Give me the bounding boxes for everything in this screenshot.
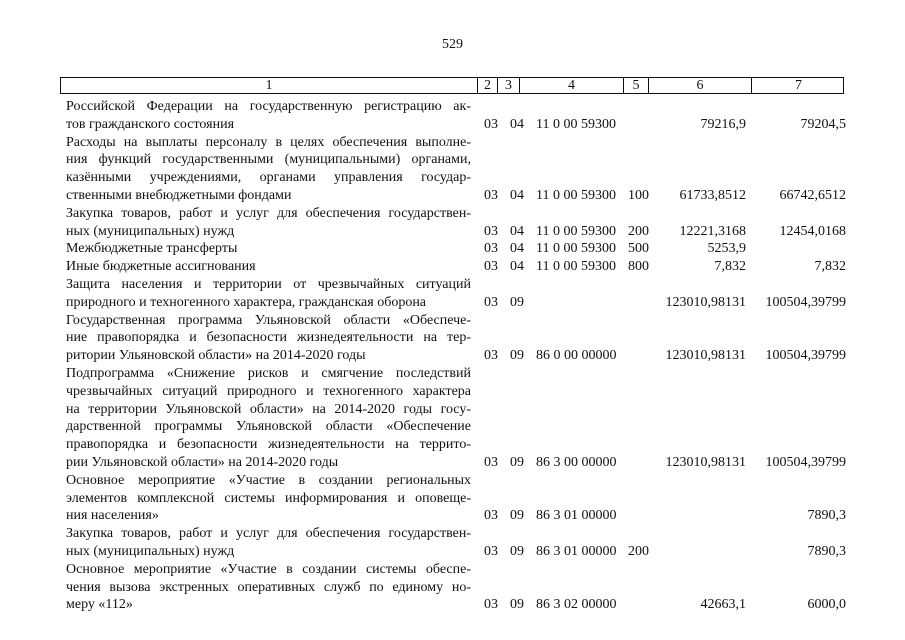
row-name: [66, 205, 471, 241]
row-name: [66, 561, 471, 614]
header-col-7: 7: [795, 78, 802, 93]
cell-c6: 42663,1: [700, 597, 746, 613]
row-name-line: ние правопорядка и безопасности жизнедеятельности на тер-: [66, 330, 471, 346]
cell-c4: 11 0 00 59300: [536, 187, 616, 203]
cell-c4: 11 0 00 59300: [536, 241, 616, 257]
table-row: [0, 205, 905, 241]
cell-c6: 123010,98131: [665, 294, 746, 310]
row-name-line: тов гражданского состояния: [66, 116, 235, 132]
cell-c7: 12454,0168: [779, 223, 846, 239]
cell-c2: 03: [484, 241, 498, 257]
cell-c5: 500: [628, 241, 649, 257]
table-row: [0, 472, 905, 525]
cell-c2: 03: [484, 116, 498, 132]
row-name: [66, 276, 471, 312]
row-name-line: чения вызова экстренных оперативных служб по единому но-: [66, 579, 471, 595]
cell-c6: 123010,98131: [665, 348, 746, 364]
row-name-line: казёнными учреждениями, органами управления государ-: [66, 170, 471, 186]
cell-c3: 04: [510, 116, 524, 132]
row-name-line: чрезвычайных ситуаций природного и техногенного характера: [66, 383, 471, 399]
row-name: [66, 98, 471, 134]
row-name-line: Закупка товаров, работ и услуг для обеспечения государствен-: [66, 526, 471, 542]
row-name-line: на территории Ульяновской области» на 2014-2020 годы госу-: [66, 401, 471, 417]
row-name-line: Российской Федерации на государственную регистрацию ак-: [66, 99, 471, 114]
table-row: [0, 312, 905, 365]
row-name: [66, 525, 471, 561]
cell-c2: 03: [484, 294, 498, 310]
row-name-line: правопорядка и безопасности жизнедеятельности на террито-: [66, 437, 471, 453]
cell-c4: 86 3 02 00000: [536, 597, 617, 613]
cell-c3: 09: [510, 294, 524, 310]
row-name: [66, 472, 471, 525]
cell-c7: 79204,5: [800, 116, 846, 132]
row-name-line: Межбюджетные трансферты: [66, 241, 238, 257]
cell-c7: 7890,3: [807, 508, 846, 524]
cell-c3: 09: [510, 455, 524, 470]
cell-c4: 11 0 00 59300: [536, 116, 616, 132]
row-name-line: ственными внебюджетными фондами: [66, 187, 292, 203]
cell-c4: 11 0 00 59300: [536, 223, 616, 239]
cell-c7: 100504,39799: [765, 294, 846, 310]
cell-c7: 100504,39799: [765, 455, 846, 470]
header-col-3: 3: [498, 78, 520, 93]
row-name-line: Основное мероприятие «Участие в создании системы обеспе-: [66, 561, 471, 577]
row-name-line: элементов комплексной системы информирования и оповеще-: [66, 490, 471, 506]
cell-c4: 86 0 00 00000: [536, 348, 617, 364]
cell-c7: 66742,6512: [779, 187, 846, 203]
cell-c6: 7,832: [714, 259, 746, 275]
cell-c3: 04: [510, 259, 524, 275]
cell-c4: 86 3 01 00000: [536, 543, 617, 559]
table-row: [0, 240, 905, 258]
cell-c3: 04: [510, 241, 524, 257]
row-name-line: ния функций государственными (муниципальными) органами,: [66, 152, 471, 168]
cell-c2: 03: [484, 455, 498, 470]
cell-c5: 200: [628, 223, 649, 239]
row-name-line: дарственной программы Ульяновской области «Обеспечение: [66, 419, 471, 435]
row-name: [66, 134, 471, 205]
cell-c2: 03: [484, 348, 498, 364]
row-name: [66, 240, 471, 258]
cell-c7: 7890,3: [807, 543, 846, 559]
row-name-line: Расходы на выплаты персоналу в целях обеспечения выполне-: [66, 134, 471, 150]
cell-c6: 79216,9: [700, 116, 746, 132]
cell-c3: 04: [510, 187, 524, 203]
cell-c4: 11 0 00 59300: [536, 259, 616, 275]
table-row: [0, 525, 905, 561]
cell-c3: 09: [510, 348, 524, 364]
row-name-line: Подпрограмма «Снижение рисков и смягчение последствий: [66, 366, 471, 381]
row-name: [66, 365, 471, 472]
row-name-line: ных (муниципальных) нужд: [66, 543, 235, 559]
table-row: [0, 258, 905, 276]
row-name-line: меру «112»: [66, 597, 133, 613]
cell-c5: 100: [628, 187, 649, 203]
cell-c3: 09: [510, 543, 524, 559]
cell-c4: 86 3 00 00000: [536, 455, 617, 470]
row-name-line: ритории Ульяновской области» на 2014-2020 годы: [66, 348, 366, 364]
table-row: [0, 134, 905, 205]
header-col-4: 4: [520, 78, 624, 93]
row-name-line: Защита населения и территории от чрезвычайных ситуаций: [66, 277, 471, 292]
cell-c5: 800: [628, 259, 649, 275]
row-name: [66, 258, 471, 276]
cell-c2: 03: [484, 259, 498, 275]
row-name-line: ных (муниципальных) нужд: [66, 223, 235, 239]
cell-c2: 03: [484, 187, 498, 203]
header-col-2: 2: [478, 78, 498, 93]
table-row: [0, 276, 905, 312]
table-row: [0, 98, 905, 134]
row-name-line: ния населения»: [66, 508, 159, 524]
row-name-line: Государственная программа Ульяновской области «Обеспече-: [66, 312, 471, 328]
cell-c7: 100504,39799: [765, 348, 846, 364]
row-name-line: Иные бюджетные ассигнования: [66, 259, 256, 275]
cell-c6: 12221,3168: [679, 223, 746, 239]
cell-c5: 200: [628, 543, 649, 559]
cell-c6: 61733,8512: [679, 187, 746, 203]
header-col-6: 6: [649, 78, 752, 93]
header-col-1: 1: [61, 78, 478, 93]
row-name-line: Основное мероприятие «Участие в создании региональных: [66, 472, 471, 488]
cell-c2: 03: [484, 597, 498, 613]
cell-c3: 09: [510, 597, 524, 613]
cell-c2: 03: [484, 543, 498, 559]
cell-c2: 03: [484, 508, 498, 524]
page-number: 529: [442, 37, 463, 52]
cell-c2: 03: [484, 223, 498, 239]
header-col-5: 5: [624, 78, 649, 93]
row-name-line: Закупка товаров, работ и услуг для обеспечения государствен-: [66, 205, 471, 221]
row-name: [66, 312, 471, 365]
cell-c4: 86 3 01 00000: [536, 508, 617, 524]
row-name-line: природного и техногенного характера, гражданская оборона: [66, 294, 427, 310]
cell-c6: 123010,98131: [665, 455, 746, 470]
table-row: [0, 365, 905, 472]
table-row: [0, 561, 905, 614]
cell-c3: 09: [510, 508, 524, 524]
cell-c3: 04: [510, 223, 524, 239]
cell-c6: 5253,9: [707, 241, 746, 257]
cell-c7: 6000,0: [807, 597, 846, 613]
row-name-line: рии Ульяновской области» на 2014-2020 годы: [66, 454, 339, 470]
cell-c7: 7,832: [814, 259, 846, 275]
